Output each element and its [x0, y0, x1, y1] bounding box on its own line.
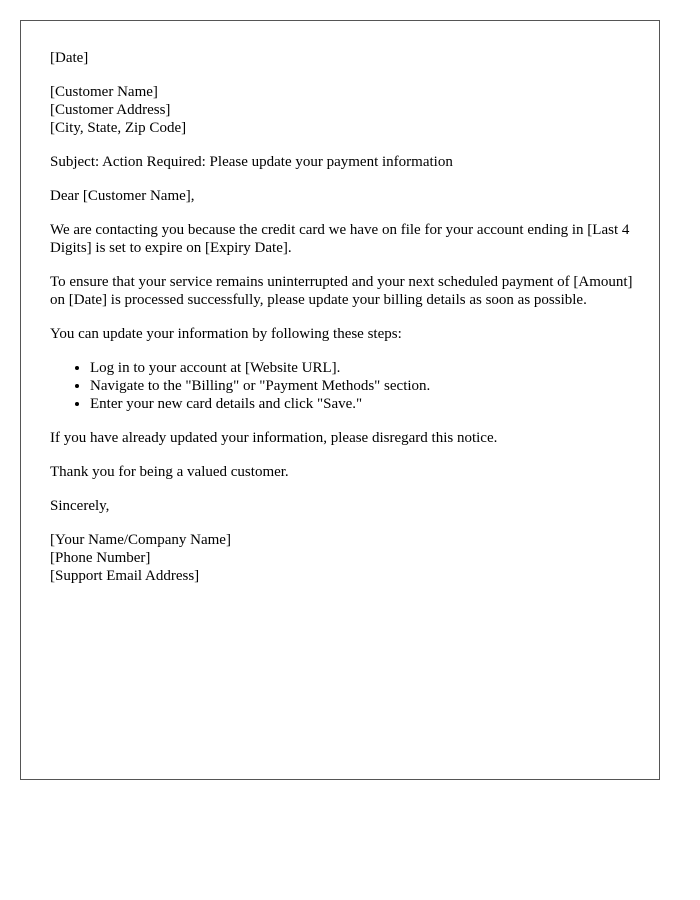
- steps-list: [50, 359, 640, 413]
- letter-closing: Sincerely,: [50, 498, 110, 514]
- list-item: • Navigate to the "Billing" or "Payment Methods" section.: [90, 377, 640, 395]
- paragraph-disregard: If you have already updated your information, please disregard this notice.: [50, 430, 498, 446]
- signature-email: [Support Email Address]: [50, 568, 200, 584]
- paragraph-steps-intro: You can update your information by following these steps:: [50, 326, 402, 342]
- letter-subject: Subject: Action Required: Please update your payment information: [50, 154, 453, 170]
- list-item: • Log in to your account at [Website URL].: [90, 359, 640, 377]
- paragraph-thanks: Thank you for being a valued customer.: [50, 464, 289, 480]
- recipient-address: [Customer Address]: [50, 102, 171, 118]
- paragraph-card-expiry: We are contacting you because the credit card we have on file for your account ending in [Last 4 Digits] is set to expire on [Expiry Date].: [50, 222, 630, 256]
- signature-name: [Your Name/Company Name]: [50, 532, 231, 548]
- letter-page: [20, 20, 660, 780]
- recipient-block: [50, 83, 640, 137]
- signature-phone: [Phone Number]: [50, 550, 151, 566]
- list-item: • Enter your new card details and click "Save.": [90, 395, 640, 413]
- letter-date: [Date]: [50, 50, 89, 66]
- recipient-city-state-zip: [City, State, Zip Code]: [50, 120, 187, 136]
- letter-salutation: Dear [Customer Name],: [50, 188, 195, 204]
- recipient-name: [Customer Name]: [50, 84, 158, 100]
- signature-block: [50, 531, 640, 585]
- paragraph-update-request: To ensure that your service remains uninterrupted and your next scheduled payment of [Amount] on [Date] is processed successfully, please update your billing details as soon as possible.: [50, 274, 633, 308]
- letter-body: [50, 49, 640, 601]
